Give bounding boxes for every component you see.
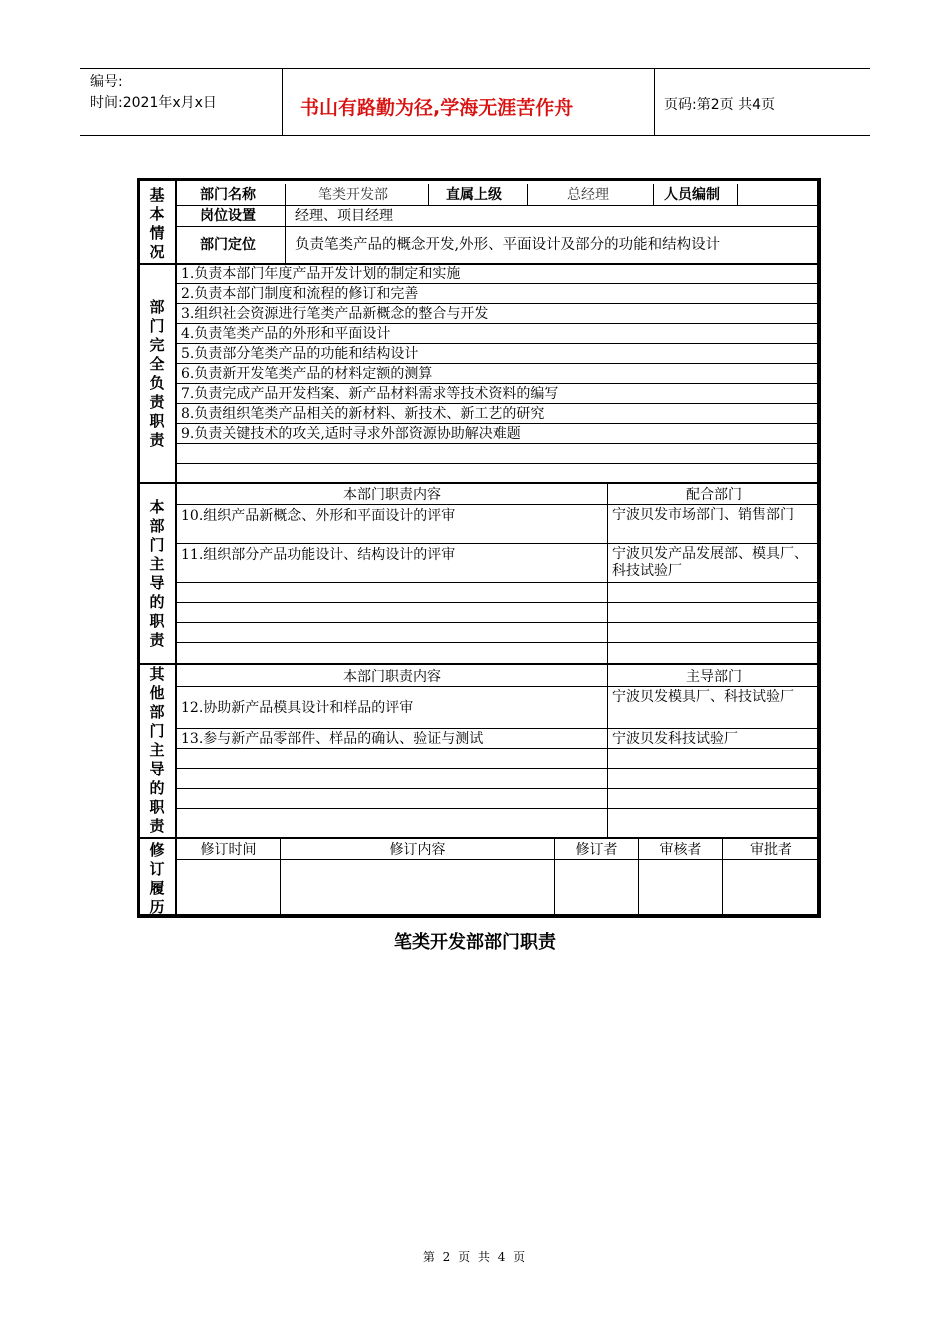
positions-label: 岗位设置 (200, 208, 256, 224)
positioning-value: 负责笔类产品的概念开发,外形、平面设计及部分的功能和结构设计 (295, 237, 721, 253)
basic-col-line-5 (737, 184, 738, 205)
duty-row-line (177, 463, 819, 464)
basic-col-line-1 (285, 184, 286, 263)
lead-row-line (177, 622, 819, 623)
lead-duty-dept-1: 宁波贝发市场部门、销售部门 (612, 507, 794, 523)
other-row-line (177, 686, 819, 687)
lead-row-line (177, 543, 819, 544)
dept-name-label: 部门名称 (200, 187, 256, 203)
motto-text: 书山有路勤为径,学海无涯苦作舟 (300, 97, 574, 119)
staffing-label: 人员编制 (664, 187, 720, 203)
duty-item-1: 1.负责本部门年度产品开发计划的制定和实施 (181, 266, 461, 282)
history-col-reviser: 修订者 (575, 842, 618, 858)
lead-row-line (177, 602, 819, 603)
other-duty-content-2: 13.参与新产品零部件、样品的确认、验证与测试 (181, 731, 484, 747)
duty-row-line (177, 303, 819, 304)
header-bottom-rule (80, 135, 870, 136)
duty-row-line (177, 383, 819, 384)
duty-row-line (177, 403, 819, 404)
document-time-label: 时间:2021年x月x日 (90, 95, 217, 111)
section-divider-full (140, 482, 818, 484)
other-col-lead-header: 主导部门 (686, 669, 742, 685)
basic-col-line-4 (653, 184, 654, 205)
document-number-label: 编号: (90, 74, 123, 90)
other-duty-content-1: 12.协助新产品模具设计和样品的评审 (181, 700, 414, 716)
history-col-approver: 审批者 (750, 842, 792, 858)
other-row-line (177, 768, 819, 769)
duty-item-8: 8.负责组织笔类产品相关的新材料、新技术、新工艺的研究 (181, 406, 545, 422)
header-top-rule (80, 68, 870, 69)
duty-item-7: 7.负责完成产品开发档案、新产品材料需求等技术资料的编写 (181, 386, 559, 402)
basic-row-line-1 (177, 205, 819, 206)
section-label-other: 其 他 部 门 主 导 的 职 责 (149, 665, 165, 835)
duty-row-line (177, 363, 819, 364)
section-label-lead: 本 部 门 主 导 的 职 责 (149, 498, 165, 649)
label-column-divider (175, 181, 177, 915)
section-divider-lead (140, 663, 818, 665)
section-label-basic: 基 本 情 况 (149, 186, 165, 261)
dept-name-value: 笔类开发部 (318, 187, 388, 203)
duty-item-9: 9.负责关键技术的攻关,适时寻求外部资源协助解决难题 (181, 426, 521, 442)
basic-col-line-2 (428, 184, 429, 205)
duty-item-5: 5.负责部分笔类产品的功能和结构设计 (181, 346, 419, 362)
section-label-full: 部 门 完 全 负 责 职 责 (149, 298, 165, 449)
other-row-line (177, 728, 819, 729)
section-label-history: 修 订 履 历 (149, 841, 165, 916)
other-row-line (177, 748, 819, 749)
other-row-line (177, 788, 819, 789)
lead-col-line (607, 484, 608, 663)
superior-value: 总经理 (567, 187, 609, 203)
basic-row-line-2 (177, 226, 819, 227)
duty-row-line (177, 443, 819, 444)
other-duty-dept-2: 宁波贝发科技试验厂 (612, 731, 738, 747)
other-col-content-header: 本部门职责内容 (343, 669, 441, 685)
other-row-line (177, 808, 819, 809)
basic-col-line-3 (527, 184, 528, 205)
lead-row-line (177, 504, 819, 505)
history-col-time: 修订时间 (200, 842, 257, 858)
other-duty-dept-1: 宁波贝发模具厂、科技试验厂 (612, 689, 794, 705)
positions-value: 经理、项目经理 (295, 208, 393, 224)
superior-label: 直属上级 (446, 187, 502, 203)
page-info: 页码:第2页 共4页 (664, 97, 775, 113)
duty-row-line (177, 423, 819, 424)
lead-duty-content-2: 11.组织部分产品功能设计、结构设计的评审 (181, 547, 456, 563)
duty-item-3: 3.组织社会资源进行笔类产品新概念的整合与开发 (181, 306, 489, 322)
lead-duty-dept-2: 宁波贝发产品发展部、模具厂、科技试验厂 (612, 546, 808, 579)
positioning-label: 部门定位 (200, 237, 256, 253)
lead-col-content-header: 本部门职责内容 (343, 487, 441, 503)
duty-item-6: 6.负责新开发笔类产品的材料定额的测算 (181, 366, 433, 382)
lead-row-line (177, 582, 819, 583)
lead-duty-content-1: 10.组织产品新概念、外形和平面设计的评审 (181, 508, 456, 524)
duty-item-4: 4.负责笔类产品的外形和平面设计 (181, 326, 391, 342)
duty-item-2: 2.负责本部门制度和流程的修订和完善 (181, 286, 419, 302)
lead-row-line (177, 642, 819, 643)
page-footer: 第 2 页 共 4 页 (422, 1250, 528, 1264)
lead-col-partner-header: 配合部门 (686, 487, 742, 503)
header-divider-right (654, 68, 655, 135)
history-col-content: 修订内容 (389, 842, 446, 858)
history-col-checker: 审核者 (659, 842, 702, 858)
document-title: 笔类开发部部门职责 (394, 932, 556, 953)
duty-row-line (177, 283, 819, 284)
header-divider-left (282, 68, 283, 135)
other-col-line (607, 665, 608, 837)
section-divider-other (140, 837, 818, 839)
duty-row-line (177, 323, 819, 324)
duty-row-line (177, 343, 819, 344)
